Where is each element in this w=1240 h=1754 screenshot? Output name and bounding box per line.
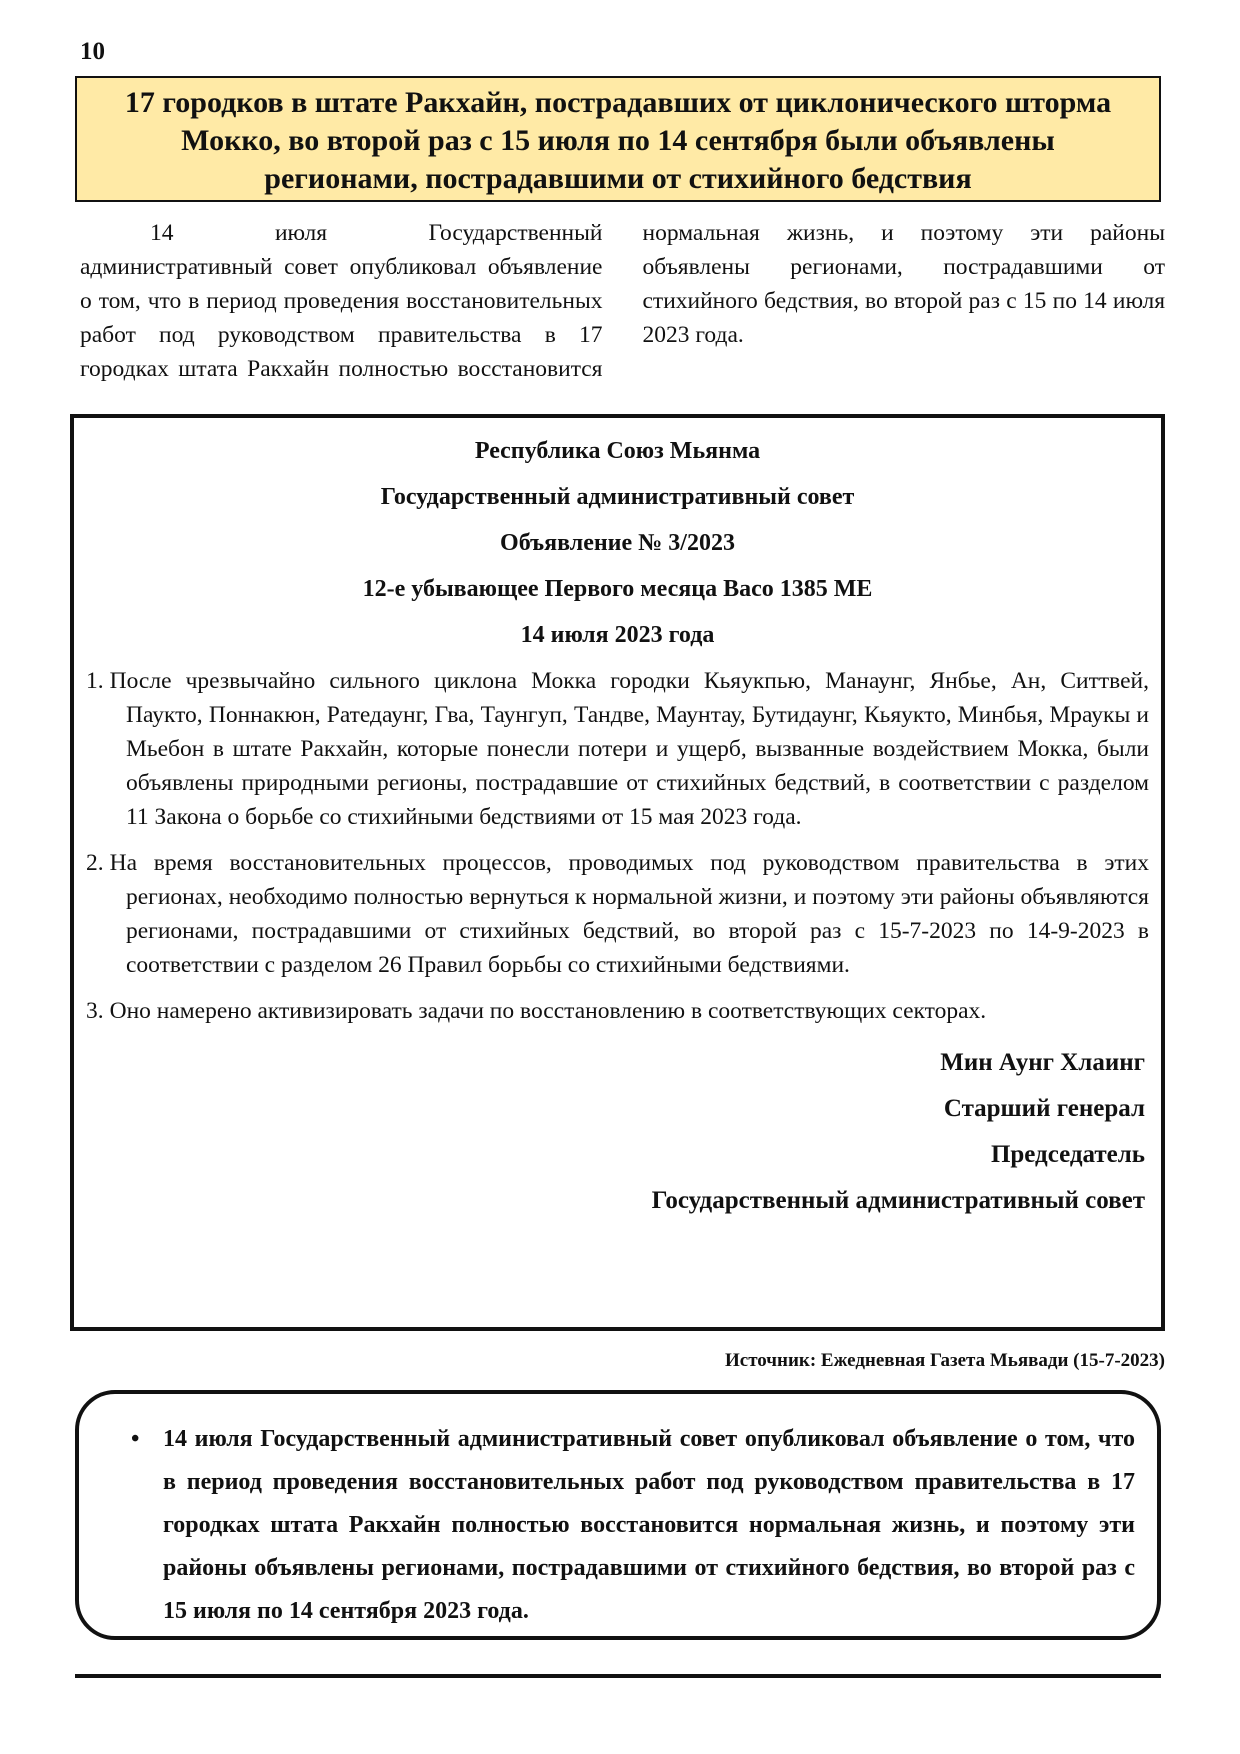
headline-line-2: Мокко, во второй раз с 15 июля по 14 сентября были объявлены: [181, 124, 1055, 157]
decree-item-text: Оно намерено активизировать задачи по восстановлению в соответствующих секторах.: [109, 998, 987, 1024]
signature-name: Мин Аунг Хлаинг: [940, 1049, 1145, 1076]
decree-items: [86, 664, 1149, 1028]
signature-rank: Старший генерал: [943, 1095, 1145, 1122]
intro-article: [80, 216, 1165, 388]
headline-box: [75, 76, 1161, 202]
decree-item-number: 3.: [86, 998, 104, 1024]
decree-announcement-number: Объявление № 3/2023: [500, 530, 735, 556]
decree-item: [86, 664, 1149, 834]
decree-box: [70, 414, 1165, 1331]
bottom-divider: [75, 1674, 1161, 1678]
bullet-icon: •: [131, 1426, 140, 1452]
decree-date: 14 июля 2023 года: [520, 622, 715, 648]
decree-item: [86, 846, 1149, 982]
summary-box: [75, 1390, 1161, 1640]
headline-line-1: 17 городков в штате Ракхайн, пострадавших от циклонического шторма: [124, 86, 1112, 119]
decree-item-text: На время восстановительных процессов, проводимых под руководством правительства в этих регионах, необходимо полностью вернуться к нормальной жизни, и поэтому эти районы объявляются регионами, пострадавшими от стихийных бедствий, во второй раз с 15-7-2023 по 14-9-2023 в соответствии с разделом 26 Правил борьбы со стихийными бедствиями.: [109, 850, 1149, 978]
headline-line-3: регионами, пострадавшими от стихийного бедствия: [264, 162, 972, 195]
decree-item-text: После чрезвычайно сильного циклона Мокка городки Кьяукпью, Манаунг, Янбье, Ан, Ситтвей, Паукто, Поннакюн, Ратедаунг, Гва, Таунгуп, Тандве, Маунтау, Бутидаунг, Кьяукто, Минбья, Мраукы и Мьебон в штате Ракхайн, которые понесли потери и ущерб, вызванные воздействием Мокка, были объявлены природными регионы, пострадавшие от стихийных бедствий, в соответствии с разделом 11 Закона о борьбе со стихийными бедствиями от 15 мая 2023 года.: [109, 668, 1149, 830]
intro-paragraph: 14 июля Государственный административный совет опубликовал объявление о том, что в период проведения восстановительных работ под руководством правительства в 17 городках штата Ракхайн полностью восстановится нормальная жизнь, и поэтому эти районы объявлены регионами, пострадавшими от стихийного бедствия, во второй раз с 15 по 14 июля 2023 года.: [80, 220, 1165, 382]
summary-item: [131, 1418, 1135, 1633]
decree-myanmar-date: 12-е убывающее Первого месяца Васо 1385 ME: [362, 576, 873, 602]
source-citation: Источник: Ежедневная Газета Мьявади (15-7-2023): [725, 1350, 1165, 1371]
page-number: 10: [80, 38, 105, 65]
decree-item: [86, 994, 1149, 1028]
decree-republic: Республика Союз Мьянма: [474, 438, 761, 464]
decree-item-number: 2.: [86, 850, 104, 876]
decree-item-number: 1.: [86, 668, 104, 694]
decree-council: Государственный административный совет: [380, 484, 855, 510]
summary-text: 14 июля Государственный административный совет опубликовал объявление о том, что в период проведения восстановительных работ под руководством правительства в 17 городках штата Ракхайн полностью восстановится нормальная жизнь, и поэтому эти районы объявлены регионами, пострадавшими от стихийного бедствия, во второй раз с 15 июля по 14 сентября 2023 года.: [163, 1426, 1135, 1624]
decree-signature: [86, 1040, 1149, 1224]
signature-position: Председатель: [990, 1141, 1145, 1168]
decree-header: [86, 428, 1149, 658]
signature-body: Государственный административный совет: [651, 1187, 1145, 1214]
summary-list: [131, 1418, 1135, 1633]
